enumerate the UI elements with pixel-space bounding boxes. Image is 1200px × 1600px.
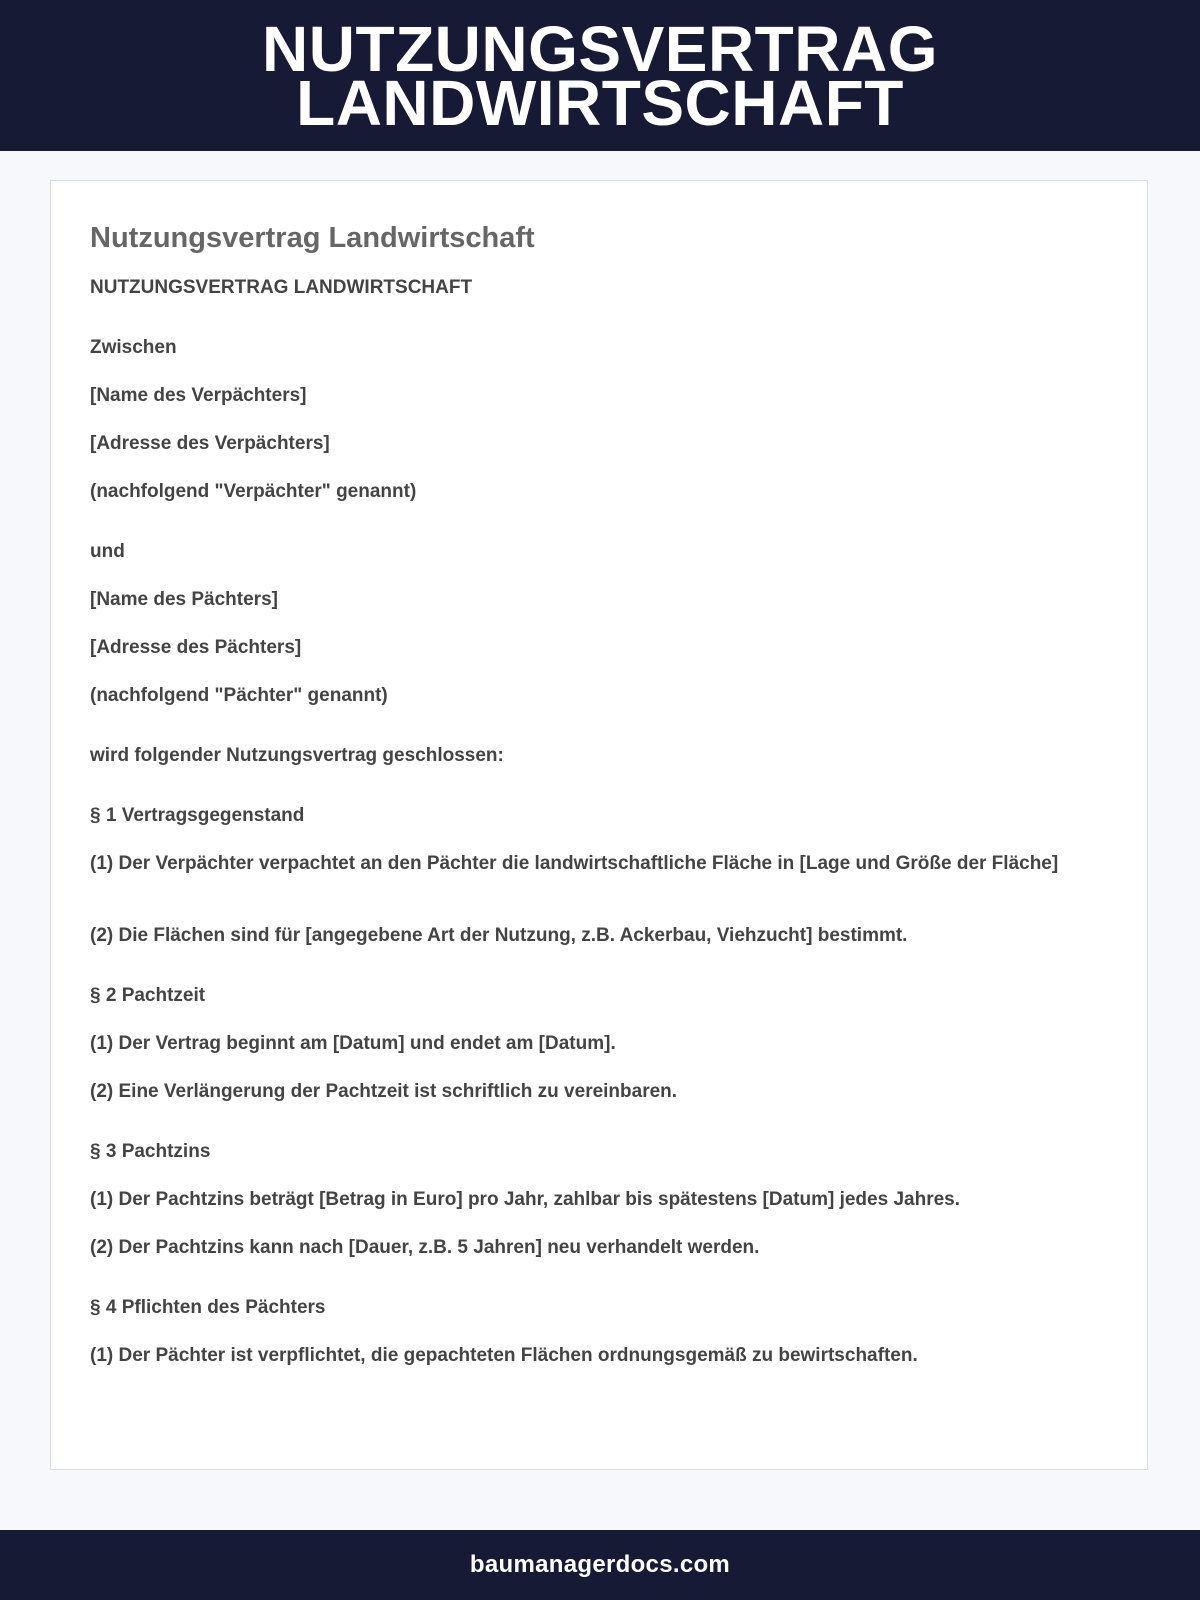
- footer-bar: [0, 1530, 1200, 1600]
- text-line: (nachfolgend "Verpächter" genannt): [90, 481, 417, 502]
- document-title: Nutzungsvertrag Landwirtschaft: [90, 222, 535, 254]
- header-banner: [0, 0, 1200, 151]
- text-line: [Adresse des Pächters]: [90, 637, 302, 658]
- section-heading: § 2 Pachtzeit: [90, 985, 206, 1006]
- paragraph: (1) Der Pächter ist verpflichtet, die gepachteten Flächen ordnungsgemäß zu bewirtschaften.: [90, 1345, 918, 1366]
- paragraph: (2) Eine Verlängerung der Pachtzeit ist schriftlich zu vereinbaren.: [90, 1081, 678, 1102]
- text-line: und: [90, 541, 125, 562]
- text-line: Zwischen: [90, 337, 177, 358]
- footer-site-link[interactable]: baumanagerdocs.com: [469, 1551, 731, 1578]
- paragraph: (1) Der Vertrag beginnt am [Datum] und endet am [Datum].: [90, 1033, 616, 1054]
- text-line: (nachfolgend "Pächter" genannt): [90, 685, 388, 706]
- section-heading: § 4 Pflichten des Pächters: [90, 1297, 326, 1318]
- document-heading: NUTZUNGSVERTRAG LANDWIRTSCHAFT: [90, 277, 473, 298]
- section-heading: § 1 Vertragsgegenstand: [90, 805, 305, 826]
- text-line: wird folgender Nutzungsvertrag geschlossen:: [90, 745, 504, 766]
- paragraph: (1) Der Verpächter verpachtet an den Pächter die landwirtschaftliche Fläche in [Lage und Größe der Fläche]: [90, 853, 1059, 874]
- paragraph: (2) Die Flächen sind für [angegebene Art der Nutzung, z.B. Ackerbau, Viehzucht] bestimmt.: [90, 925, 908, 946]
- text-line: [Adresse des Verpächters]: [90, 433, 330, 454]
- text-line: [Name des Verpächters]: [90, 385, 307, 406]
- text-line: [Name des Pächters]: [90, 589, 278, 610]
- document-card: [50, 180, 1148, 1470]
- section-heading: § 3 Pachtzins: [90, 1141, 211, 1162]
- banner-title: NUTZUNGSVERTRAG LANDWIRTSCHAFT: [262, 12, 938, 139]
- paragraph: (2) Der Pachtzins kann nach [Dauer, z.B. 5 Jahren] neu verhandelt werden.: [90, 1237, 760, 1258]
- paragraph: (1) Der Pachtzins beträgt [Betrag in Euro] pro Jahr, zahlbar bis spätestens [Datum] jedes Jahres.: [90, 1189, 961, 1210]
